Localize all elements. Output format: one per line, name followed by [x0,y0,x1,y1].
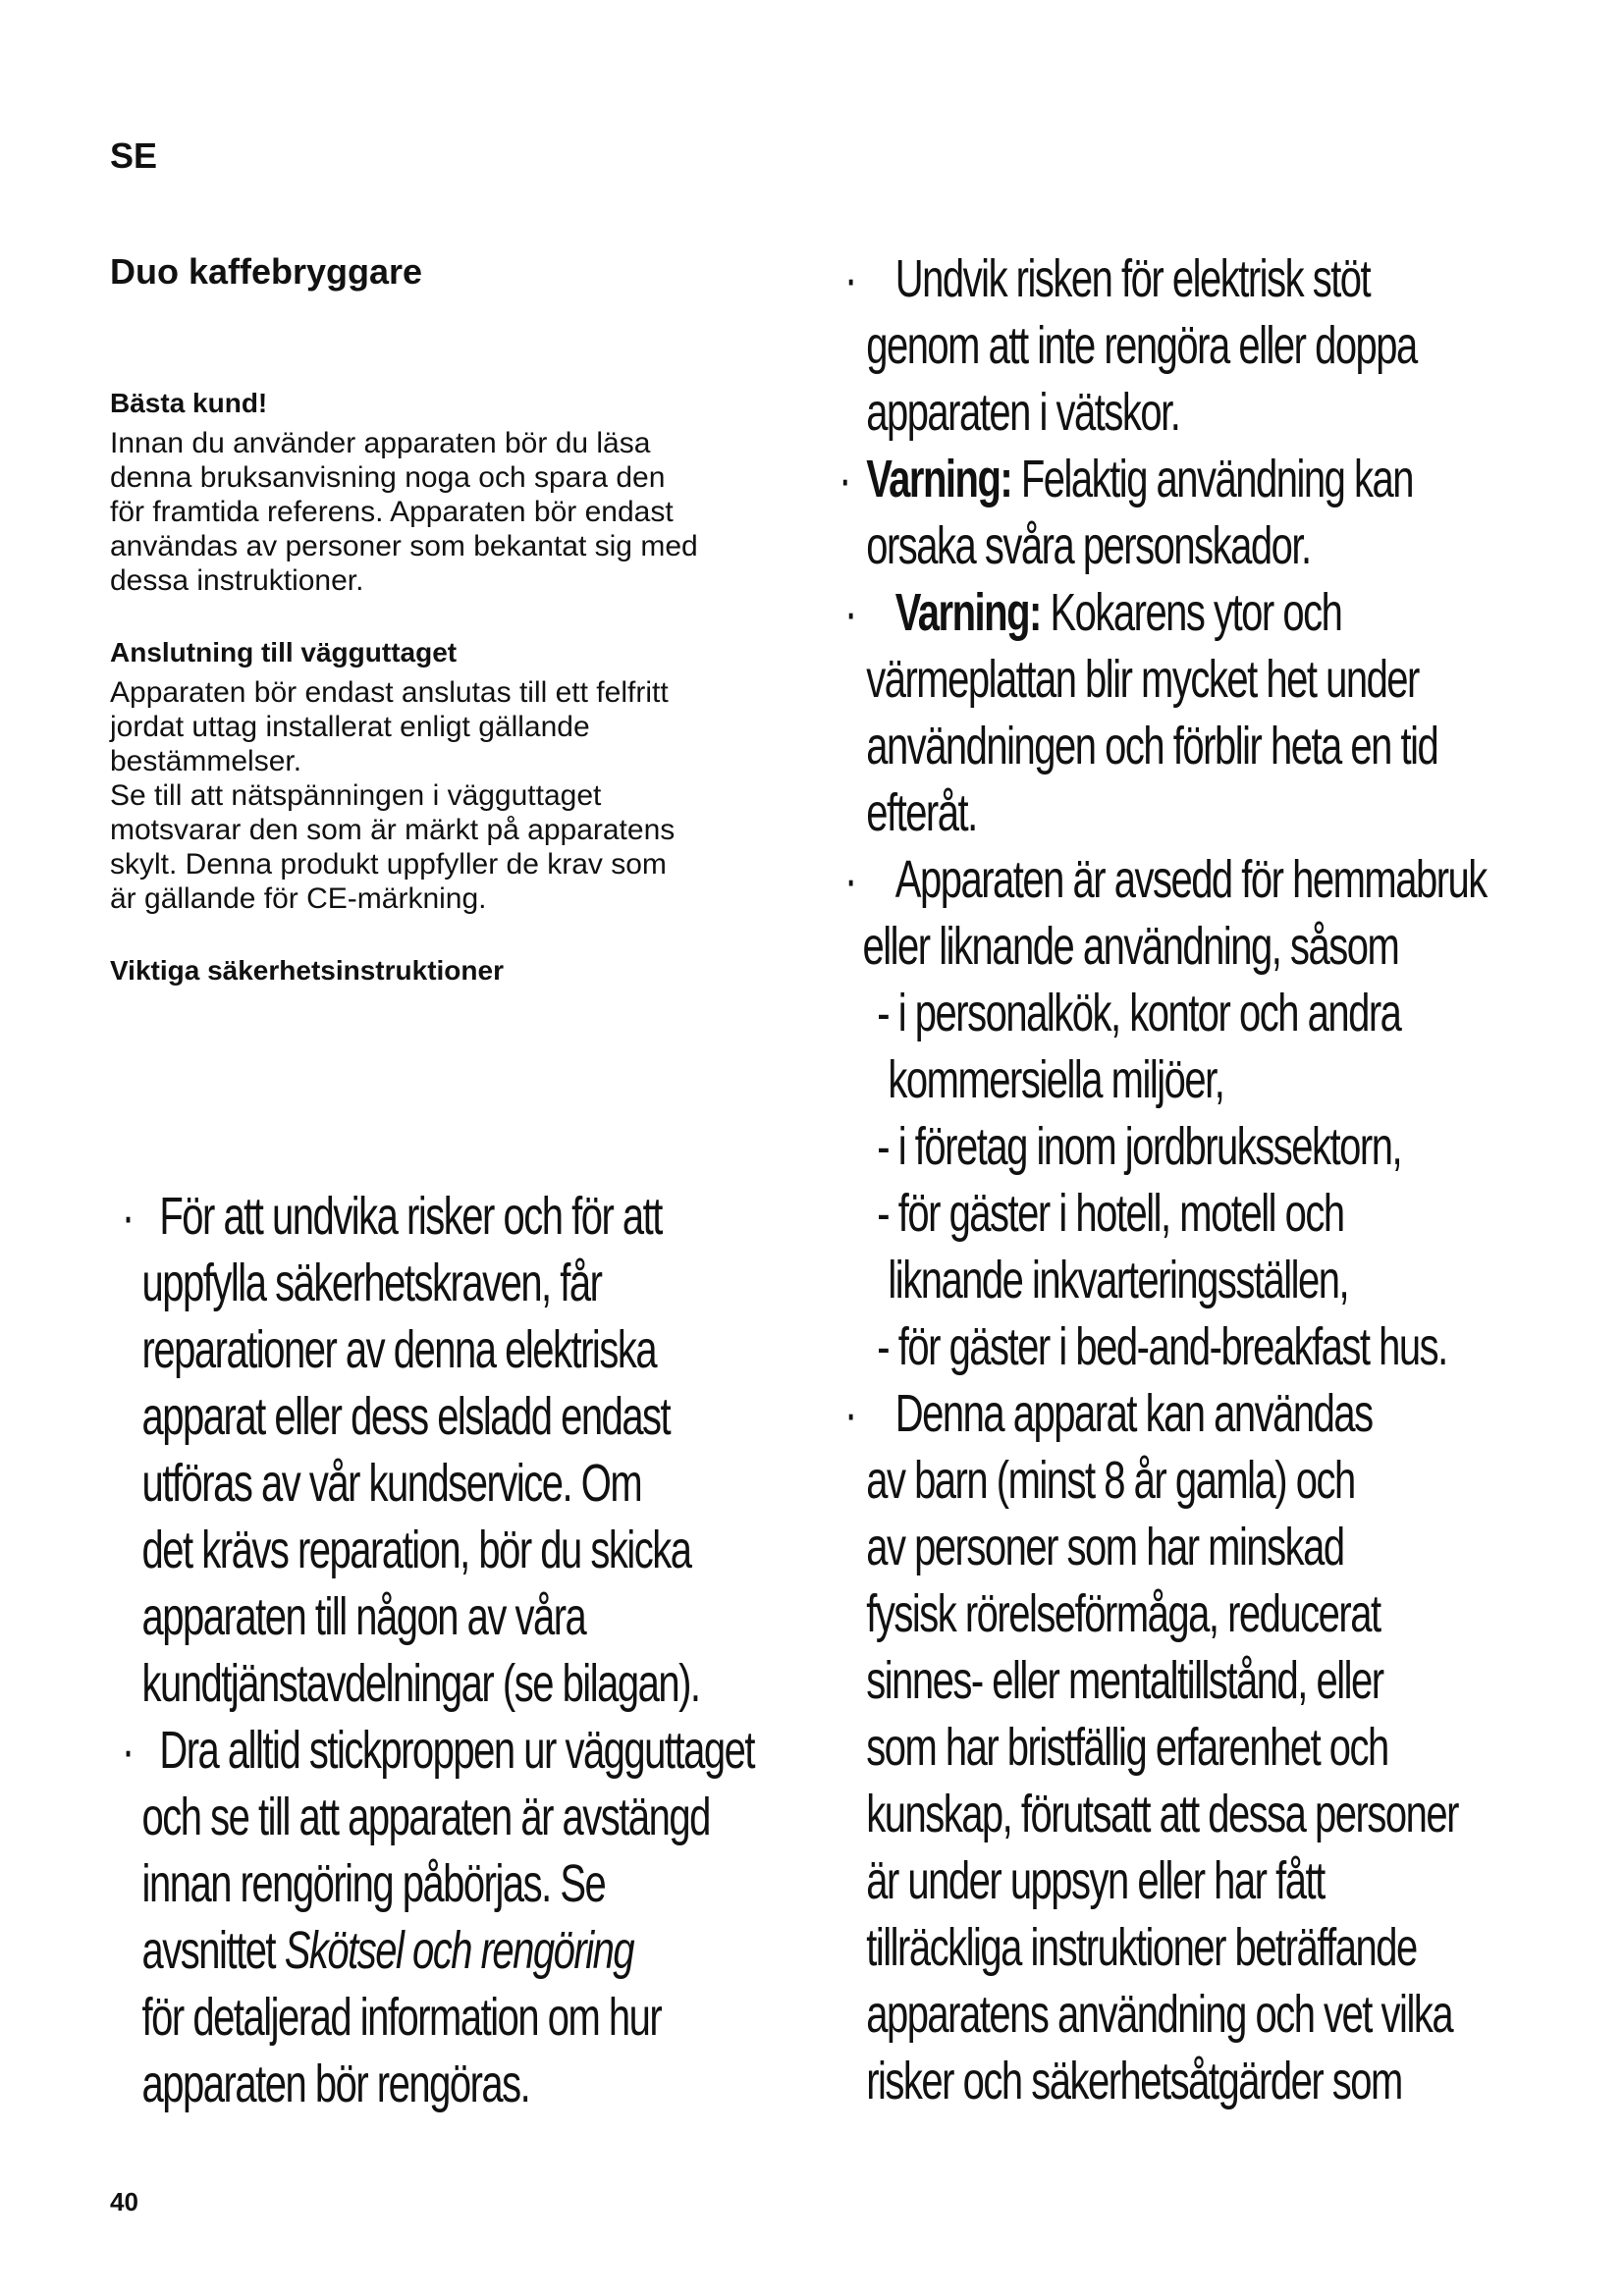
sub-item: - för gäster i hotell, motell och [877,1184,1344,1243]
bullet-line: tillräckliga instruktioner beträffande [866,1918,1417,1977]
bullet-line: fysisk rörelseförmåga, reducerat [866,1584,1380,1643]
bullet-dot-icon: · [121,1721,134,1780]
bullet-line: av personer som har minskad [866,1518,1344,1576]
right-bullet-1 [844,245,1550,446]
bullet-dot-icon: · [839,450,850,508]
intro-text [110,426,856,598]
bullet-line: Apparaten är avsedd för hemmabruk [894,850,1487,909]
language-code: SE [110,135,158,176]
intro-line: Innan du använder apparaten bör du läsa [110,427,651,460]
bullet-line: det krävs reparation, bör du skicka [141,1521,691,1579]
bullet-dot-icon: · [121,1187,134,1246]
intro-line: för framtida referens. Apparaten bör endast [110,496,674,529]
bullet-line: användningen och förblir heta en tid [866,717,1438,775]
connection-text-2 [110,778,856,916]
bullet-dot-icon: · [844,850,856,909]
bullet-line: värmeplattan blir mycket het under [866,650,1419,709]
big-text-block [110,1183,875,2117]
bullet-line: Denna apparat kan användas [894,1384,1373,1443]
connection-line: bestämmelser. [110,745,302,778]
warning-label: Varning: [866,450,1012,508]
connection-line: är gällande för CE-märkning. [110,882,487,916]
bullet-line: sinnes- eller mentaltillstånd, eller [866,1651,1383,1710]
bullet-line: innan rengöring påbörjas. Se [141,1854,606,1913]
intro-line: användas av personer som bekantat sig med [110,530,698,563]
bullet-line [844,579,1550,646]
connection-heading: Anslutning till vägguttaget [110,637,458,668]
reference-section-name: Skötsel och rengöring [284,1921,634,1980]
intro-line: dessa instruktioner. [110,564,364,598]
connection-line: skylt. Denna produkt uppfyller de krav som [110,848,667,881]
right-bullet-5 [844,1380,1550,2114]
safety-bullet-1 [110,1183,875,1717]
bullet-line: efteråt. [866,783,977,842]
bullet-line: Dra alltid stickproppen ur vägguttaget [159,1721,755,1780]
connection-line: motsvarar den som är märkt på apparatens [110,814,676,847]
page-number: 40 [110,2187,138,2216]
connection-text-1 [110,675,856,778]
bullet-line: för detaljerad information om hur [141,1988,662,2047]
safety-heading: Viktiga säkerhetsinstruktioner [110,955,504,987]
intro-line: denna bruksanvisning noga och spara den [110,461,666,495]
warning-text: Felaktig användning kan [1020,450,1414,508]
bullet-line: apparaten i vätskor. [866,383,1180,442]
right-column [839,245,1551,2114]
bullet-line: kunskap, förutsatt att dessa personer [866,1785,1458,1843]
bullet-line: genom att inte rengöra eller doppa [866,316,1417,375]
bullet-dot-icon: · [844,583,856,642]
bullet-line-reference [110,1917,875,1984]
connection-line: jordat uttag installerat enligt gällande [110,711,590,744]
left-column [110,250,856,993]
bullet-line: apparaten bör rengöras. [141,2055,530,2113]
bullet-line: apparatens användning och vet vilka [866,1985,1453,2044]
bullet-line: apparaten till någon av våra [141,1587,586,1646]
sub-item: kommersiella miljöer, [888,1050,1224,1109]
bullet-line: av barn (minst 8 år gamla) och [866,1451,1355,1510]
bullet-line: apparat eller dess elsladd endast [141,1387,671,1446]
right-bullet-3 [844,579,1550,846]
bullet-line [844,446,1550,512]
bullet-line: är under uppsyn eller har fått [866,1851,1325,1910]
sub-item: - för gäster i bed-and-breakfast hus. [877,1317,1447,1376]
sub-item: liknande inkvarteringsställen, [888,1251,1349,1309]
bullet-dot-icon: · [844,249,856,308]
big-text-block [839,245,1550,2114]
bullet-line: reparationer av denna elektriska [141,1320,657,1379]
bullet-line: För att undvika risker och för att [159,1187,662,1246]
page-title: Duo kaffebryggare [110,251,423,292]
bullet-line: utföras av vår kundservice. Om [141,1454,642,1513]
sub-item: - i personalkök, kontor och andra [877,984,1401,1042]
bullet-dot-icon: · [844,1384,856,1443]
warning-label: Varning: [894,583,1041,642]
reference-prefix: avsnittet [141,1921,276,1980]
left-safety-bullets [110,1183,876,2117]
safety-bullet-2 [110,1717,875,2117]
bullet-line: kundtjänstavdelningar (se bilagan). [141,1654,700,1713]
bullet-line: och se till att apparaten är avstängd [141,1788,710,1846]
right-bullet-4 [844,846,1550,1380]
connection-line: Se till att nätspänningen i vägguttaget [110,779,602,813]
bullet-line: som har bristfällig erfarenhet och [866,1718,1388,1777]
bullet-line: uppfylla säkerhetskraven, får [141,1254,602,1312]
connection-line: Apparaten bör endast anslutas till ett felfritt [110,676,669,710]
bullet-line: risker och säkerhetsåtgärder som [866,2052,1402,2110]
warning-text: Kokarens ytor och [1050,583,1342,642]
bullet-line: orsaka svåra personskador. [866,516,1311,575]
intro-heading: Bästa kund! [110,388,268,419]
sub-item: - i företag inom jordbrukssektorn, [877,1117,1402,1176]
bullet-line: eller liknande användning, såsom [862,917,1399,976]
right-bullet-2 [839,446,1550,579]
bullet-line: Undvik risken för elektrisk stöt [894,249,1371,308]
